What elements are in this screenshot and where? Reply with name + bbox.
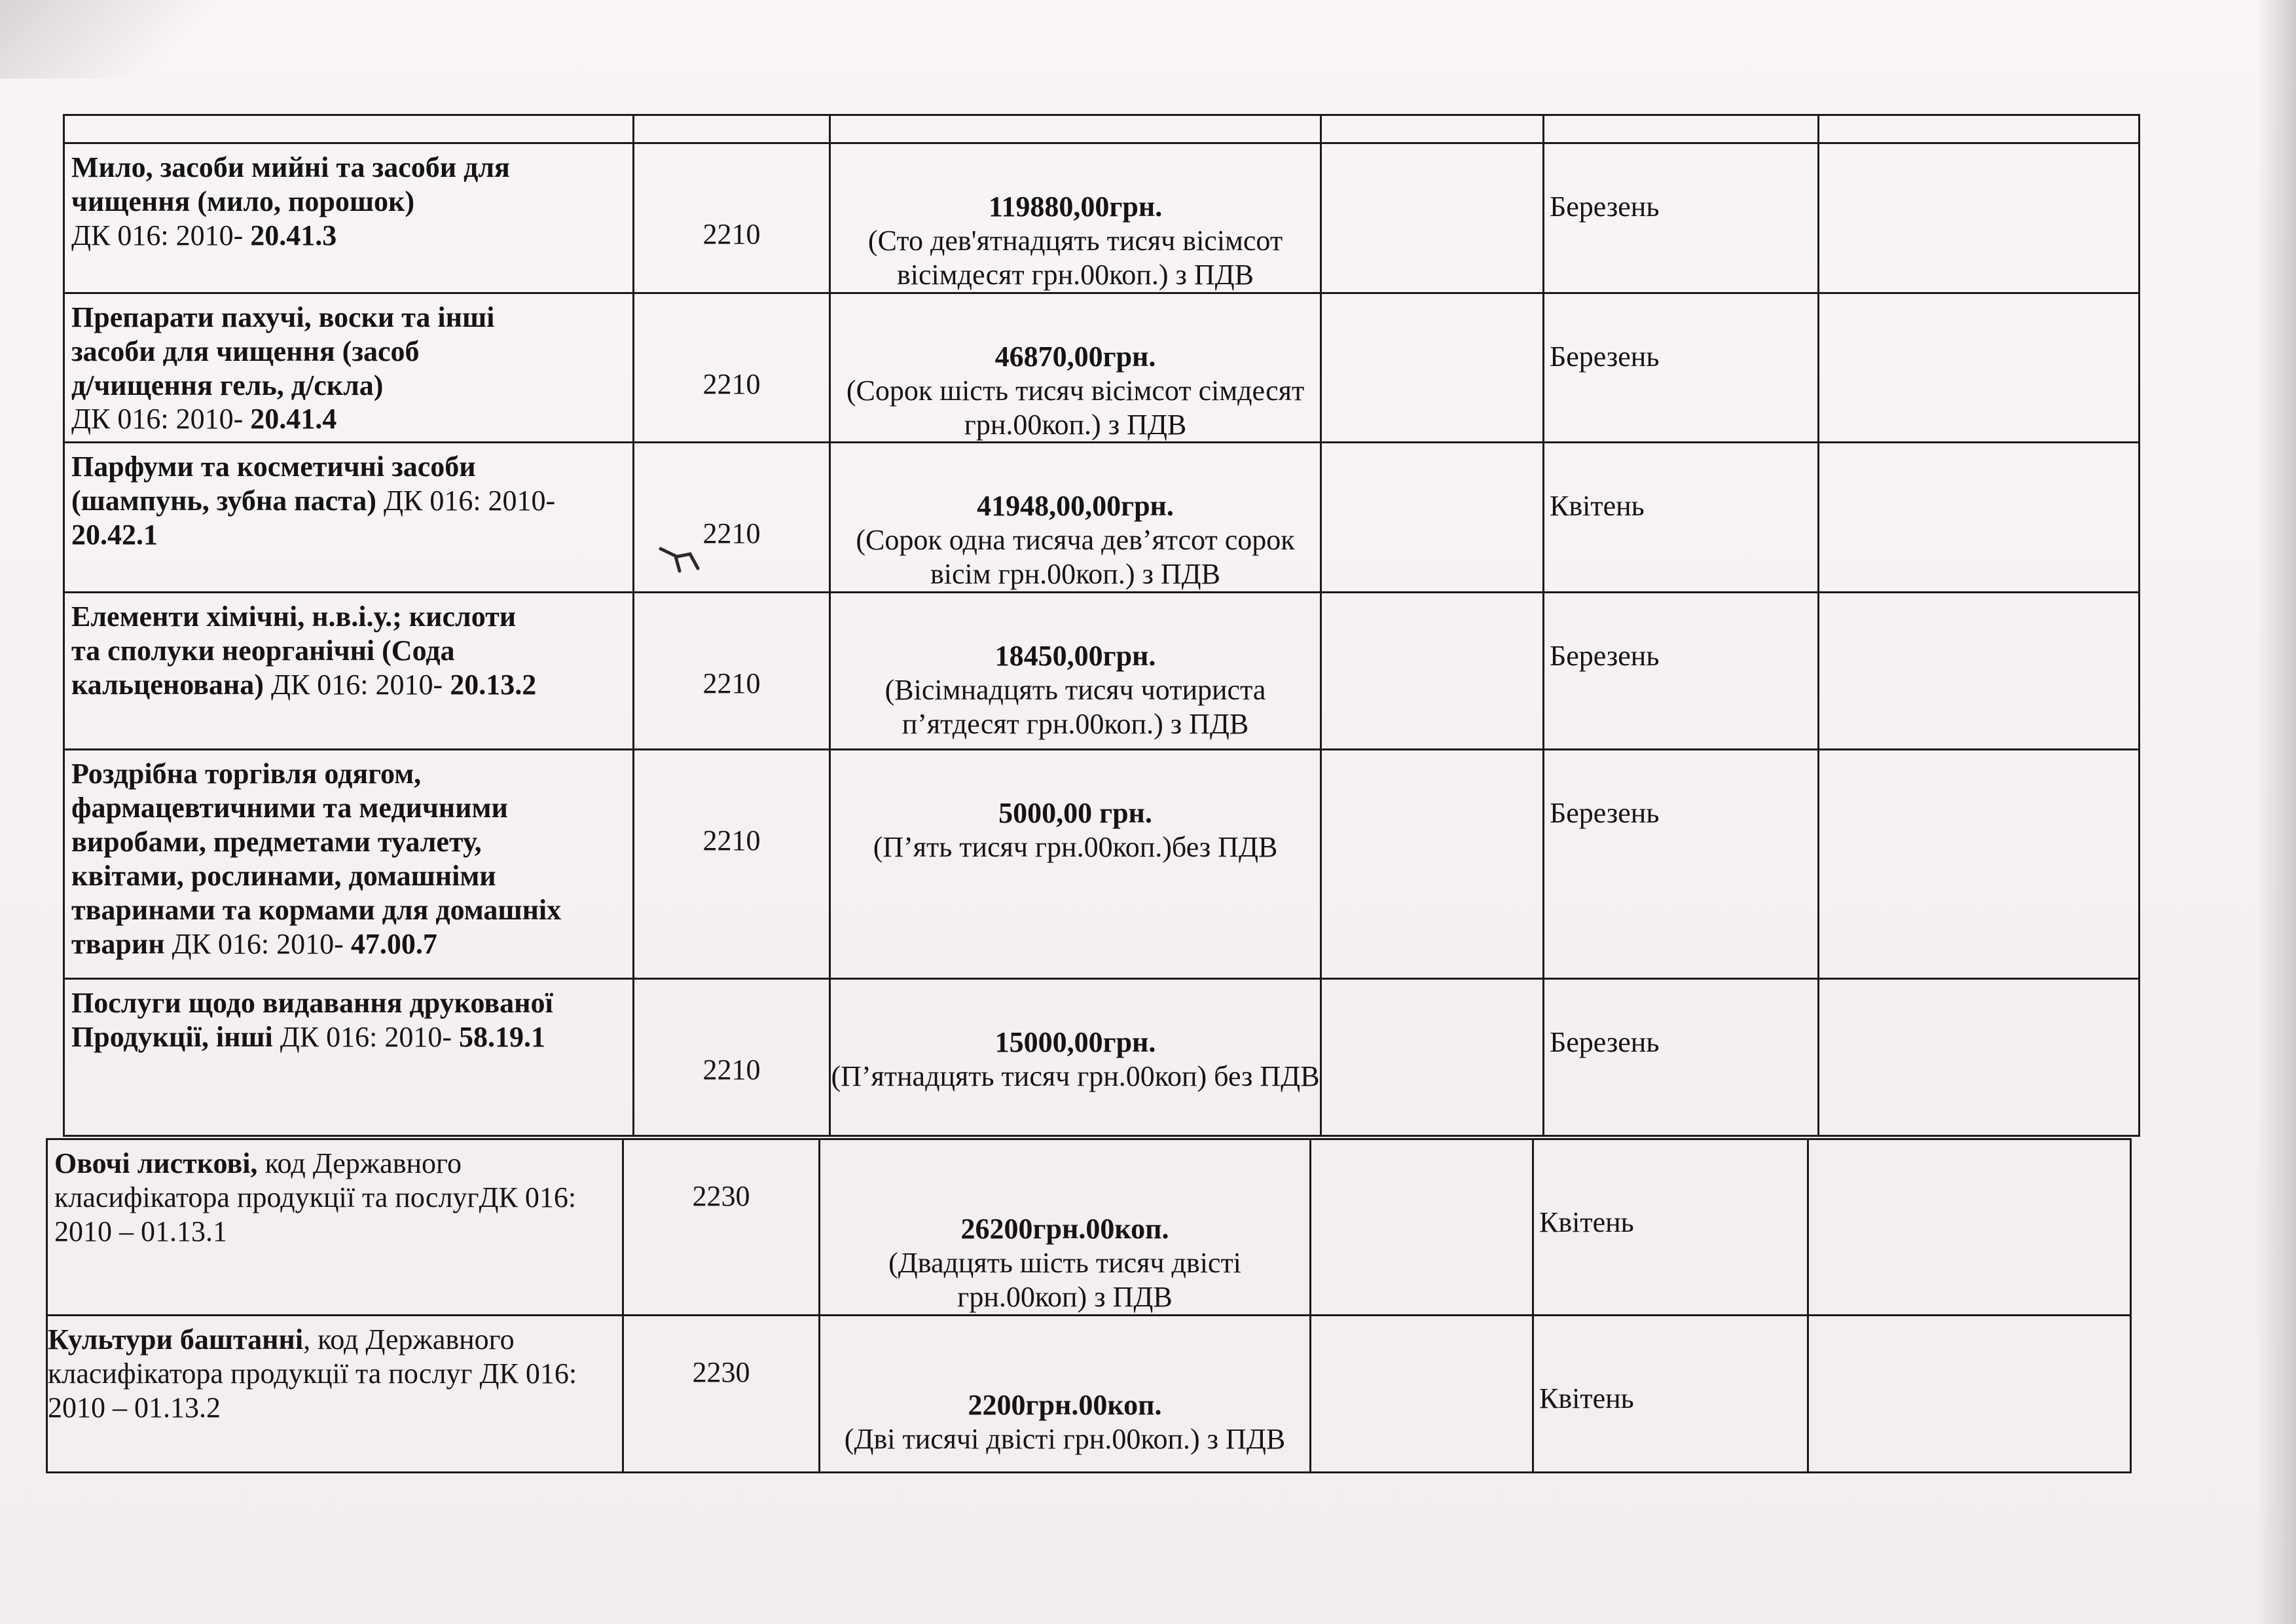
item-dk-code: 20.41.3 [250, 219, 337, 251]
amount-cell [830, 750, 1321, 979]
item-name: фармацевтичними та медичними [71, 792, 508, 824]
amount-cell [830, 143, 1321, 293]
item-name: (шампунь, зубна паста) [71, 485, 384, 517]
empty-cell [1819, 979, 2140, 1136]
item-name: засоби для чищення (засоб [71, 335, 420, 367]
kekv-code: 2210 [634, 979, 830, 1136]
item-dk-code: 47.00.7 [350, 927, 437, 960]
empty-cell [1311, 1139, 1533, 1316]
amount-cell [820, 1315, 1311, 1472]
item-name: тварин [71, 927, 172, 960]
item-code-prefix: ДК 016: 2010- [280, 1021, 460, 1054]
item-name-cell [64, 143, 634, 293]
item-name-cell [64, 593, 634, 750]
item-name: кальценована) [71, 668, 271, 701]
month: Березень [1544, 143, 1819, 293]
amount-words: (П’ять тисяч грн.00коп.)без ПДВ [873, 831, 1278, 864]
item-dk-code: 20.42.1 [71, 519, 158, 551]
amount-cell [830, 593, 1321, 750]
item-code-prefix: ДК 016: 2010- [172, 927, 351, 960]
item-name: Парфуми та косметичні засоби [71, 451, 476, 483]
item-classifier: код Державного класифікатора продукції та послугДК 016: 2010 – 01.13.1 [54, 1147, 577, 1247]
empty-cell [1808, 1315, 2131, 1472]
item-code-prefix: ДК 016: 2010- [71, 403, 251, 435]
amount: 5000,00 грн. [998, 797, 1152, 830]
amount: 18450,00грн. [994, 640, 1156, 673]
empty-cell [1819, 750, 2140, 979]
amount-words: (Сто дев'ятнадцять тисяч вісімсот вісімдесят грн.00коп.) з ПДВ [867, 224, 1283, 291]
empty-cell [1321, 593, 1544, 750]
kekv-code: 2210 [634, 143, 830, 293]
month: Березень [1544, 593, 1819, 750]
procurement-table [63, 114, 2140, 1137]
kekv-code: 2210 [634, 593, 830, 750]
table-row [64, 293, 2140, 443]
item-name: та сполуки неорганічні (Сода [71, 635, 455, 667]
header-cell [1544, 115, 1819, 143]
item-name-cell [64, 443, 634, 593]
table-row [64, 979, 2140, 1136]
page-edge-shadow [2257, 0, 2296, 1624]
item-name: Послуги щодо видавання друкованої [71, 987, 553, 1020]
item-code-prefix: ДК 016: 2010- [71, 219, 251, 251]
item-name: Мило, засоби мийні та засоби для [71, 151, 510, 183]
item-name: квітами, рослинами, домашніми [71, 859, 496, 892]
item-dk-code: 58.19.1 [459, 1021, 546, 1054]
item-name: д/чищення гель, д/скла) [71, 369, 384, 401]
table-row [47, 1139, 2131, 1316]
empty-cell [1819, 593, 2140, 750]
header-cell [64, 115, 634, 143]
table-row [64, 750, 2140, 979]
amount-words: (Дві тисячі двісті грн.00коп.) з ПДВ [844, 1422, 1286, 1455]
item-name: Овочі листкові, [54, 1147, 258, 1179]
header-cell [634, 115, 830, 143]
month: Березень [1544, 750, 1819, 979]
item-name-cell [64, 293, 634, 443]
amount-cell [820, 1139, 1311, 1316]
item-dk-code: 20.41.4 [250, 403, 337, 435]
table-row [47, 1315, 2131, 1472]
item-name-cell [64, 750, 634, 979]
item-name: Препарати пахучі, воски та інші [71, 301, 495, 333]
item-name: виробами, предметами туалету, [71, 825, 482, 858]
item-name: чищення (мило, порошок) [71, 185, 414, 217]
amount-words: (Двадцять шість тисяч двісті грн.00коп) з ПДВ [888, 1246, 1241, 1313]
item-code-prefix: ДК 016: 2010- [383, 485, 556, 517]
empty-cell [1321, 979, 1544, 1136]
amount-words: (П’ятнадцять тисяч грн.00коп) без ПДВ [831, 1060, 1320, 1093]
amount-words: (Вісімнадцять тисяч чотириста п’ятдесят грн.00коп.) з ПДВ [884, 674, 1266, 740]
amount: 26200грн.00коп. [960, 1213, 1169, 1245]
empty-cell [1808, 1139, 2131, 1316]
item-code-prefix: ДК 016: 2010- [270, 668, 450, 701]
table-header-row [64, 115, 2140, 143]
amount: 119880,00грн. [988, 191, 1163, 223]
amount-words: (Сорок одна тисяча дев’ятсот сорок вісім грн.00коп.) з ПДВ [856, 524, 1295, 591]
empty-cell [1321, 143, 1544, 293]
table-row [64, 443, 2140, 593]
item-dk-code: 20.13.2 [450, 668, 537, 701]
kekv-code: 2230 [623, 1315, 820, 1472]
empty-cell [1819, 293, 2140, 443]
amount-cell [830, 443, 1321, 593]
header-cell [1321, 115, 1544, 143]
amount: 46870,00грн. [994, 340, 1156, 373]
month: Квітень [1544, 443, 1819, 593]
empty-cell [1321, 443, 1544, 593]
ink-smudge [657, 542, 703, 575]
month: Квітень [1533, 1139, 1808, 1316]
month: Березень [1544, 979, 1819, 1136]
kekv-code: 2210 [634, 293, 830, 443]
amount: 2200грн.00коп. [968, 1388, 1162, 1421]
item-name: Культури баштанні [48, 1323, 304, 1356]
header-cell [1819, 115, 2140, 143]
table-row [64, 143, 2140, 293]
amount: 15000,00грн. [994, 1026, 1156, 1059]
item-name: Продукції, інші [71, 1021, 280, 1054]
empty-cell [1819, 443, 2140, 593]
item-name-cell [47, 1315, 623, 1472]
amount-cell [830, 979, 1321, 1136]
item-name: Елементи хімічні, н.в.і.у.; кислоти [71, 600, 517, 633]
amount: 41948,00,00грн. [977, 490, 1174, 523]
kekv-code: 2210 [634, 443, 830, 593]
empty-cell [1819, 143, 2140, 293]
month: Березень [1544, 293, 1819, 443]
empty-cell [1311, 1315, 1533, 1472]
kekv-code: 2230 [623, 1139, 820, 1316]
page-corner-shadow [0, 0, 236, 79]
item-classifier: , код Державного класифікатора продукції та послуг ДК 016: 2010 – 01.13.2 [48, 1323, 577, 1424]
header-cell [830, 115, 1321, 143]
empty-cell [1321, 750, 1544, 979]
table-row [64, 593, 2140, 750]
item-name-cell [64, 979, 634, 1136]
empty-cell [1321, 293, 1544, 443]
procurement-table-food [46, 1138, 2132, 1473]
kekv-code: 2210 [634, 750, 830, 979]
amount-cell [830, 293, 1321, 443]
month: Квітень [1533, 1315, 1808, 1472]
item-name: Роздрібна торгівля одягом, [71, 758, 422, 790]
item-name-cell [47, 1139, 623, 1316]
amount-words: (Сорок шість тисяч вісімсот сімдесят грн.00коп.) з ПДВ [846, 374, 1305, 441]
item-name: тваринами та кормами для домашніх [71, 893, 562, 926]
